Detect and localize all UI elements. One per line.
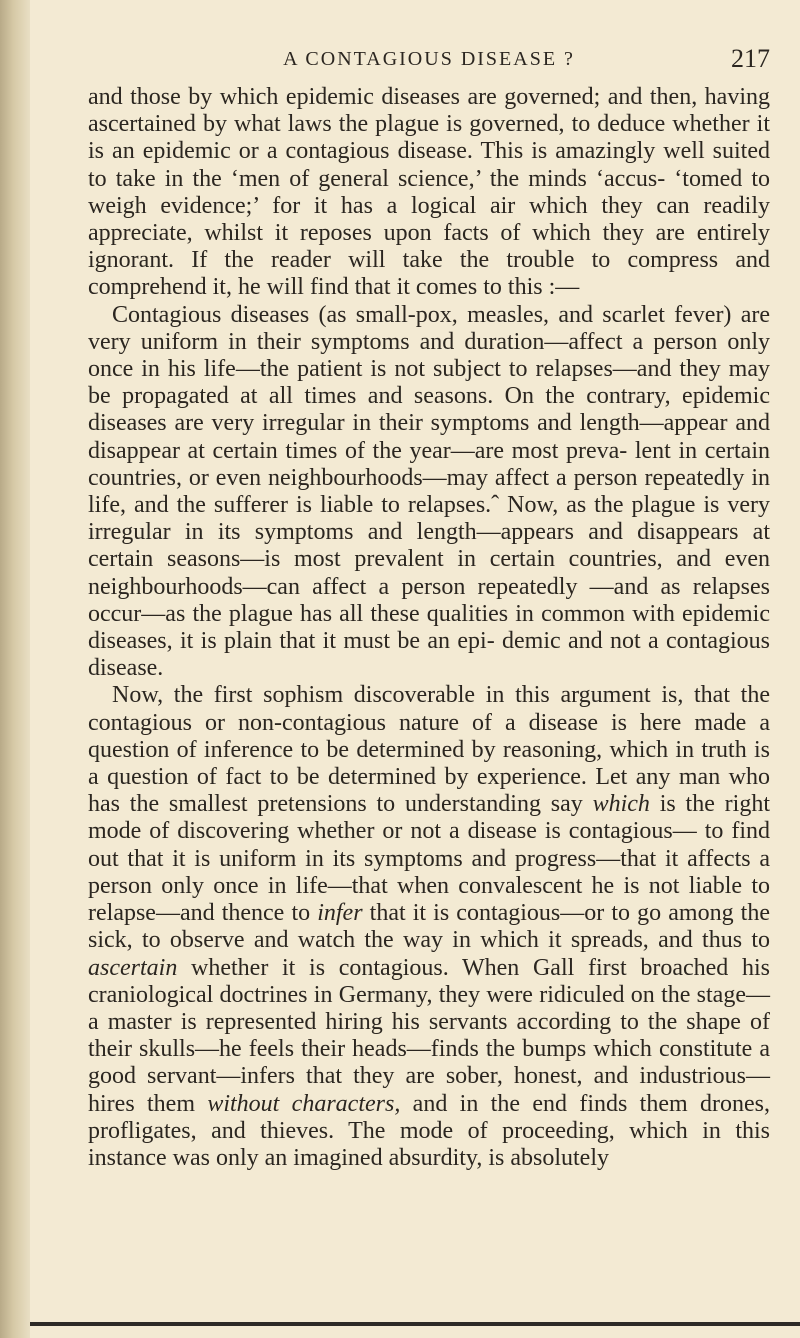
- p3-italic-which: which: [592, 791, 650, 818]
- page-number: 217: [731, 44, 770, 73]
- p3-italic-ascertain: ascertain: [88, 954, 178, 981]
- p3-text-b: is the right mode of discovering whether or not a disease is contagious— to find out that it is uniform in its symptoms and progress—that it affects a person only once in life—that when convalescent he is not liable to relapse—and thence to: [88, 791, 771, 927]
- p3-text-a: Now, the first sophism discoverable in this argument is, that the contagious or non-contagious nature of a disease is here made a question of inference to be determined by reasoning, which in truth is a question of fact to be determined by experience. Let any man who has the smallest pretensions to understanding say: [88, 682, 770, 818]
- paragraph-1: and those by which epidemic diseases are governed; and then, having ascertained by what laws the plague is governed, to deduce whether it is an epidemic or a contagious disease. This is amazingly well suited to take in the ‘men of general science,’ the minds ‘accus- ‘tomed to weigh evidence;’ for it has a logical air which they can readily appreciate, whilst it reposes upon facts of which they are entirely ignorant. If the reader will take the trouble to compress and comprehend it, he will find that it comes to this :—: [88, 84, 770, 301]
- p3-text-e: and in the end finds them drones, profligates, and thieves. The mode of proceeding, which in this instance was only an imagined absurdity, is absolutely: [88, 1090, 770, 1171]
- paragraph-3: [88, 682, 770, 1172]
- bottom-page-edge: [30, 1322, 800, 1326]
- body-text: [88, 84, 770, 1172]
- page-header: [88, 44, 770, 84]
- book-spine-shadow: [0, 0, 30, 1338]
- p3-italic-infer: infer: [317, 900, 363, 927]
- paragraph-2: Contagious diseases (as small-pox, measles, and scarlet fever) are very uniform in their symptoms and duration—affect a person only once in his life—the patient is not subject to relapses—and they may be propagated at all times and seasons. On the contrary, epidemic diseases are very irregular in their symptoms and length—appear and disappear at certain times of the year—are most preva- lent in certain countries, or even neighbourhoods—may affect a person repeatedly in life, and the sufferer is liable to relapses.ˆ Now, as the plague is very irregular in its symptoms and length—appears and disappears at certain seasons—is most prevalent in certain countries, and even neighbourhoods—can affect a person repeatedly —and as relapses occur—as the plague has all these qualities in common with epidemic diseases, it is plain that it must be an epi- demic and not a contagious disease.: [88, 301, 770, 682]
- p3-italic-without-characters: without characters,: [207, 1090, 401, 1117]
- p3-text-c: that it is contagious—or to go among the sick, to observe and watch the way in which it spreads, and thus to: [88, 900, 770, 954]
- p3-text-d: whether it is contagious. When Gall first broached his craniological doctrines in Germany, they were ridiculed on the stage—a master is represented hiring his servants according to the shape of their skulls—he feels their heads—finds the bumps which constitute a good servant—infers that they are sober, honest, and industrious—hires them: [88, 954, 770, 1117]
- running-title: A CONTAGIOUS DISEASE ?: [283, 48, 575, 70]
